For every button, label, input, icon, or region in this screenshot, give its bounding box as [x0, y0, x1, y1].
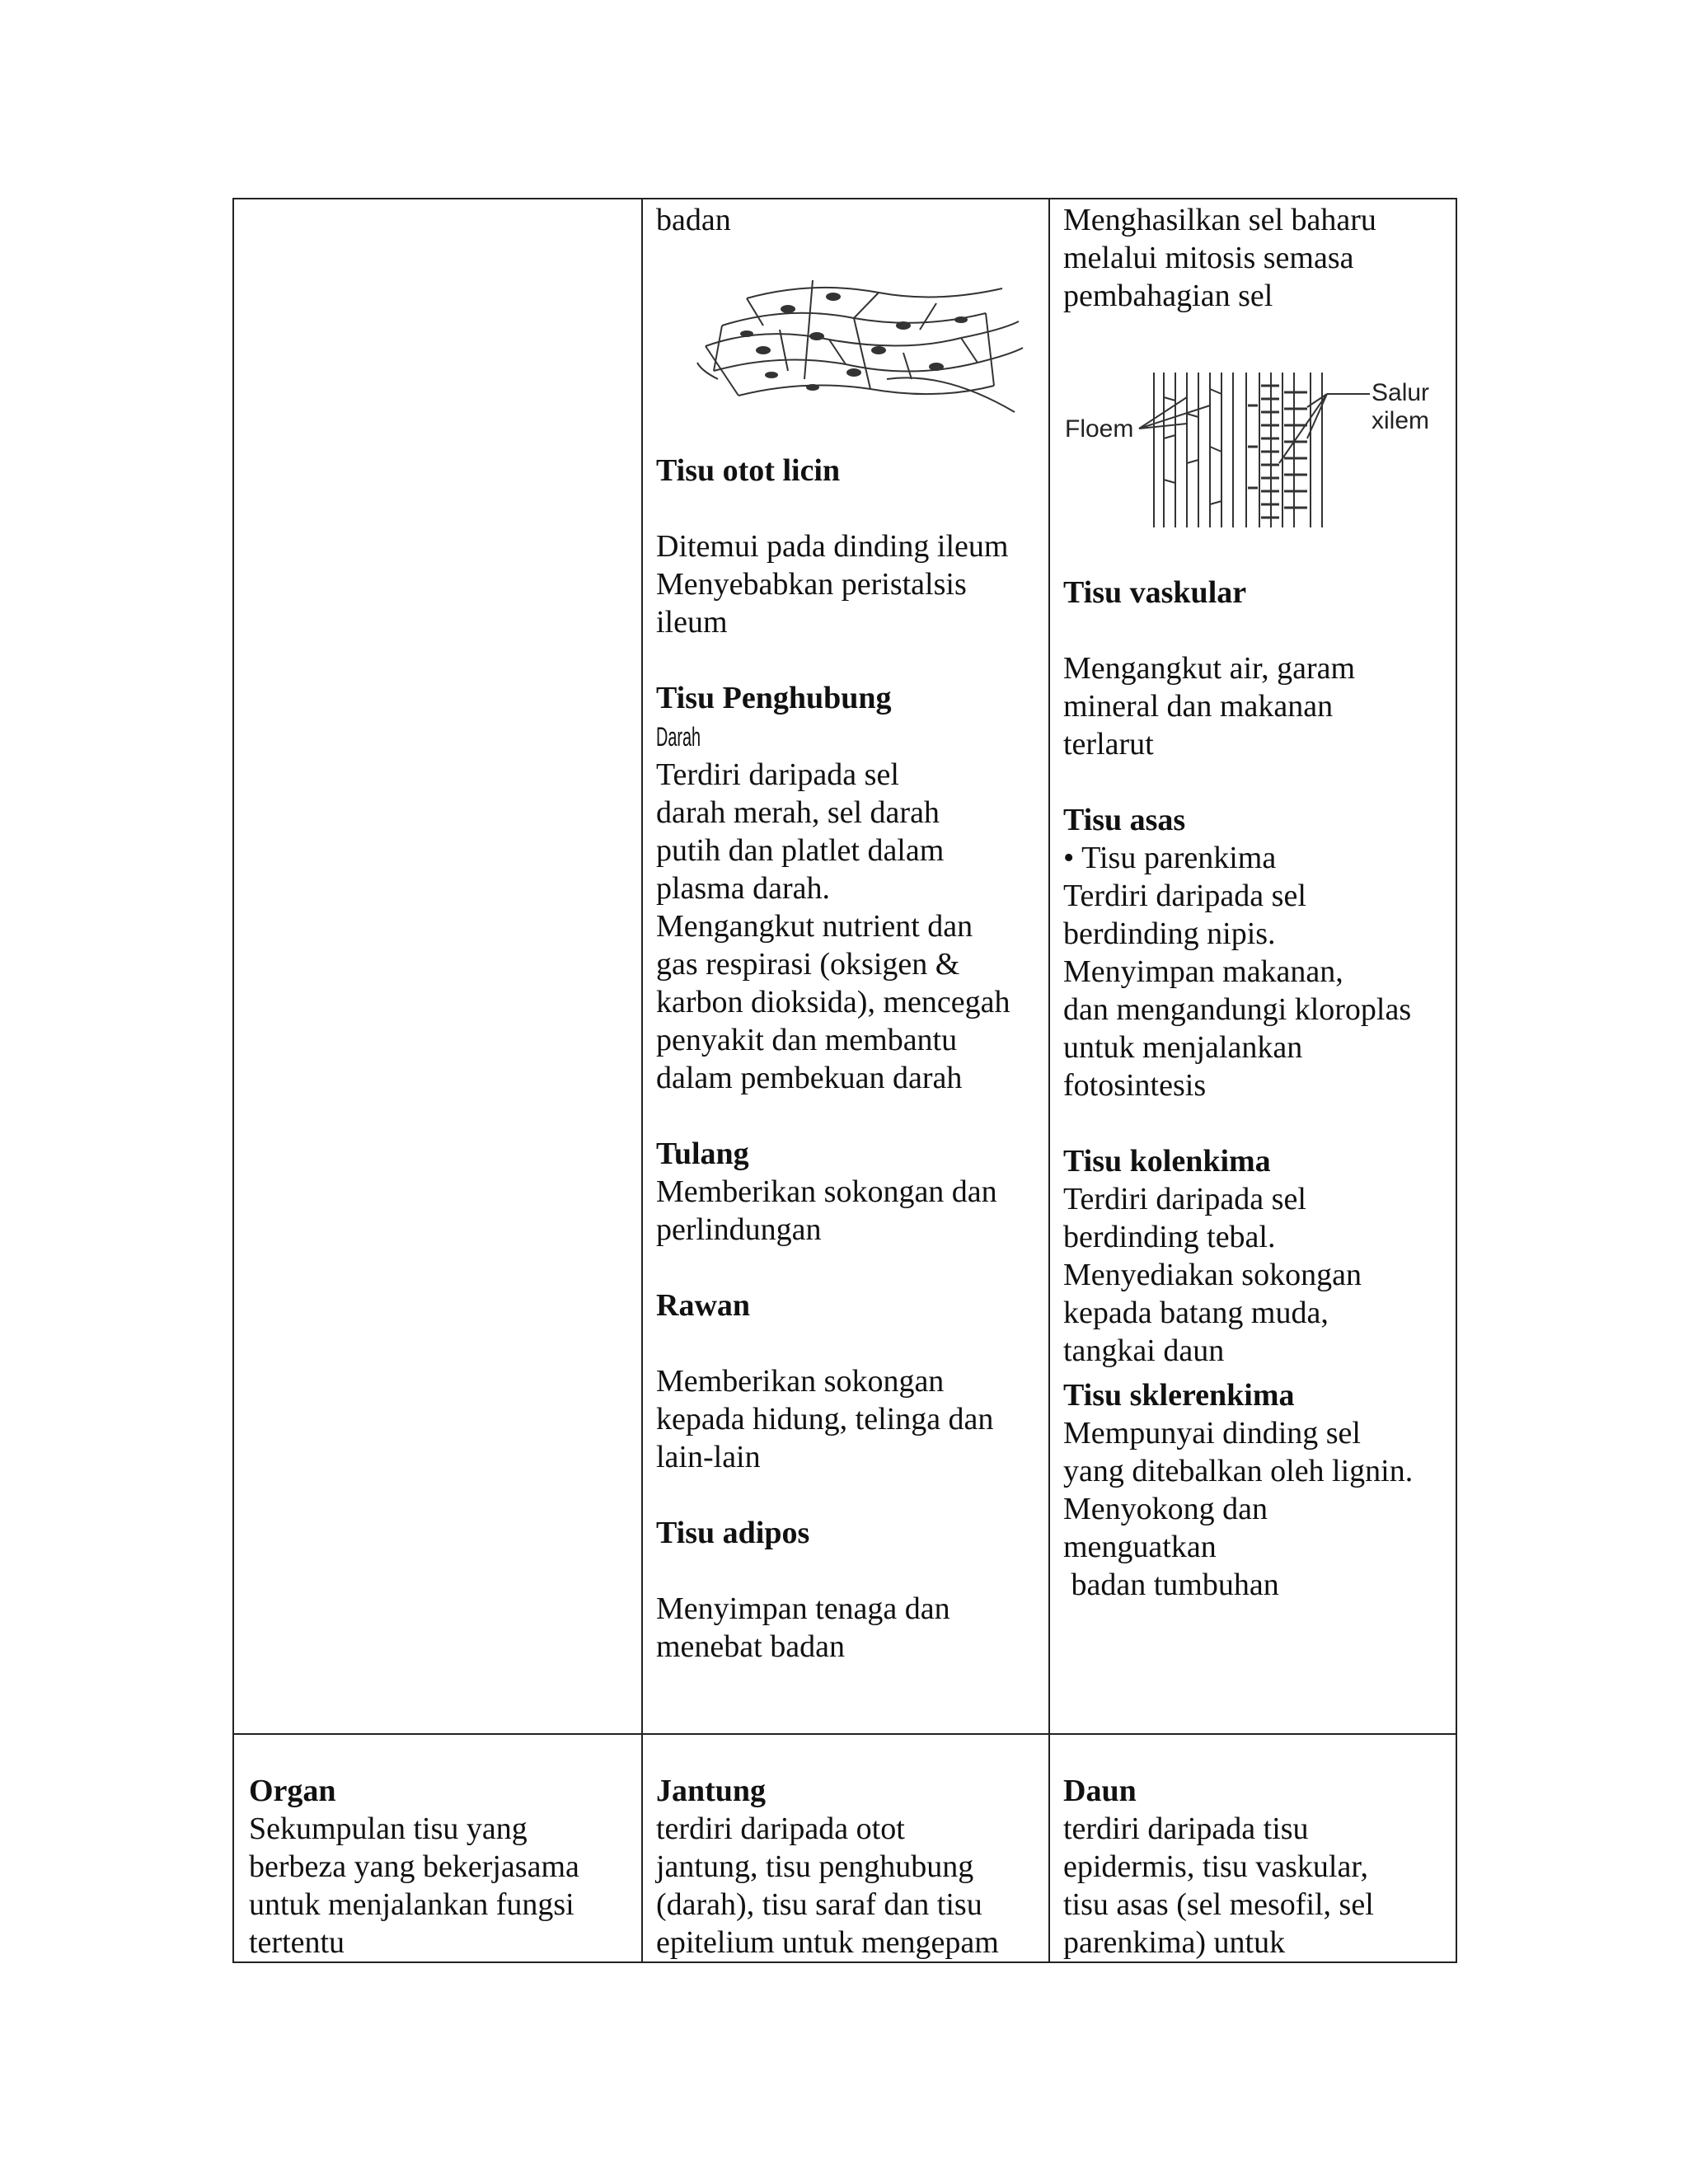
text-line: Menyokong dan [1063, 1492, 1268, 1526]
xylem-vessel-label-line2: xilem [1372, 407, 1430, 434]
text-line: darah merah, sel darah [656, 795, 940, 830]
text-line: dalam pembekuan darah [656, 1061, 963, 1095]
text-line: Menyebabkan peristalsis [656, 567, 967, 602]
text-line: menebat badan [656, 1629, 845, 1664]
text-line: gas respirasi (oksigen & [656, 947, 960, 982]
text-line: berbeza yang bekerjasama [249, 1849, 579, 1884]
column-divider-2 [1048, 199, 1050, 1961]
text-line: jantung, tisu penghubung [656, 1849, 974, 1884]
text-line: (darah), tisu saraf dan tisu [656, 1887, 982, 1922]
text-line: fotosintesis [1063, 1068, 1207, 1103]
row2-col1-cell [249, 1772, 579, 1961]
text-line: penyakit dan membantu [656, 1023, 958, 1057]
vascular-tissue-title: Tisu vaskular [1063, 575, 1247, 610]
text-line: tertentu [249, 1925, 345, 1960]
xylem-vessel-label-line1: Salur [1372, 379, 1430, 406]
text-line: menguatkan [1063, 1530, 1217, 1564]
text-line: Ditemui pada dinding ileum [656, 529, 1009, 564]
adipose-title: Tisu adipos [656, 1516, 810, 1550]
heart-title: Jantung [656, 1774, 767, 1808]
text-line: perlindungan [656, 1212, 822, 1247]
text-line: ileum [656, 605, 728, 640]
text-line: dan mengandungi kloroplas [1063, 992, 1412, 1027]
text-line: terdiri daripada tisu [1063, 1811, 1309, 1846]
text-line: epidermis, tisu vaskular, [1063, 1849, 1368, 1884]
blood-label: Darah [656, 722, 701, 752]
organ-title: Organ [249, 1774, 336, 1808]
text-line: Menghasilkan sel baharu [1063, 203, 1376, 237]
sclerenchyma-title: Tisu sklerenkima [1063, 1378, 1295, 1413]
row-divider [234, 1733, 1456, 1735]
continued-text: badan [656, 203, 731, 237]
smooth-muscle-title: Tisu otot licin [656, 453, 841, 488]
text-line: melalui mitosis semasa [1063, 241, 1354, 275]
bone-title: Tulang [656, 1137, 749, 1171]
text-line: Mempunyai dinding sel [1063, 1416, 1361, 1451]
text-line: tangkai daun [1063, 1333, 1225, 1368]
collenchyma-title: Tisu kolenkima [1063, 1144, 1271, 1179]
text-line: berdinding tebal. [1063, 1220, 1276, 1254]
smooth-muscle-figure [689, 247, 1035, 429]
text-line: Sekumpulan tisu yang [249, 1811, 528, 1846]
text-line: karbon dioksida), mencegah [656, 985, 1010, 1019]
text-line: Terdiri daripada sel [1063, 1182, 1306, 1216]
text-line: epitelium untuk mengepam [656, 1925, 999, 1960]
text-line: berdinding nipis. [1063, 916, 1276, 951]
text-line: mineral dan makanan [1063, 689, 1334, 724]
text-line: badan tumbuhan [1063, 1568, 1279, 1602]
ground-tissue-title: Tisu asas [1063, 803, 1186, 837]
text-line: • Tisu parenkima [1063, 841, 1277, 875]
column-divider-1 [641, 199, 643, 1961]
text-line: Menyimpan tenaga dan [656, 1591, 950, 1626]
text-line: untuk menjalankan [1063, 1030, 1303, 1065]
row1-col2-cell [656, 201, 1035, 1666]
text-line: kepada batang muda, [1063, 1296, 1329, 1330]
text-line: Memberikan sokongan dan [656, 1174, 997, 1209]
text-line: Menyimpan makanan, [1063, 954, 1343, 989]
text-line: tisu asas (sel mesofil, sel [1063, 1887, 1374, 1922]
text-line: Mengangkut air, garam [1063, 651, 1356, 686]
vascular-tissue-figure [1063, 348, 1442, 546]
text-line: Terdiri daripada sel [656, 757, 899, 792]
text-line: terdiri daripada otot [656, 1811, 905, 1846]
phloem-label: Floem [1065, 415, 1134, 443]
text-line: Mengangkut nutrient dan [656, 909, 973, 944]
leaf-title: Daun [1063, 1774, 1137, 1808]
cartilage-title: Rawan [656, 1288, 751, 1323]
row1-col3-cell [1063, 201, 1442, 1604]
text-line: putih dan platlet dalam [656, 833, 945, 868]
text-line: Menyediakan sokongan [1063, 1258, 1362, 1292]
text-line: kepada hidung, telinga dan [656, 1402, 994, 1436]
text-line: lain-lain [656, 1440, 761, 1474]
connective-tissue-title: Tisu Penghubung [656, 681, 892, 715]
text-line: Memberikan sokongan [656, 1364, 945, 1399]
text-line: Terdiri daripada sel [1063, 879, 1306, 913]
text-line: plasma darah. [656, 871, 831, 906]
text-line: yang ditebalkan oleh lignin. [1063, 1454, 1414, 1488]
text-line: pembahagian sel [1063, 279, 1273, 313]
text-line: untuk menjalankan fungsi [249, 1887, 574, 1922]
text-line: parenkima) untuk [1063, 1925, 1286, 1960]
text-line: terlarut [1063, 727, 1154, 762]
row2-col3-cell [1063, 1772, 1374, 1961]
row2-col2-cell [656, 1772, 999, 1961]
